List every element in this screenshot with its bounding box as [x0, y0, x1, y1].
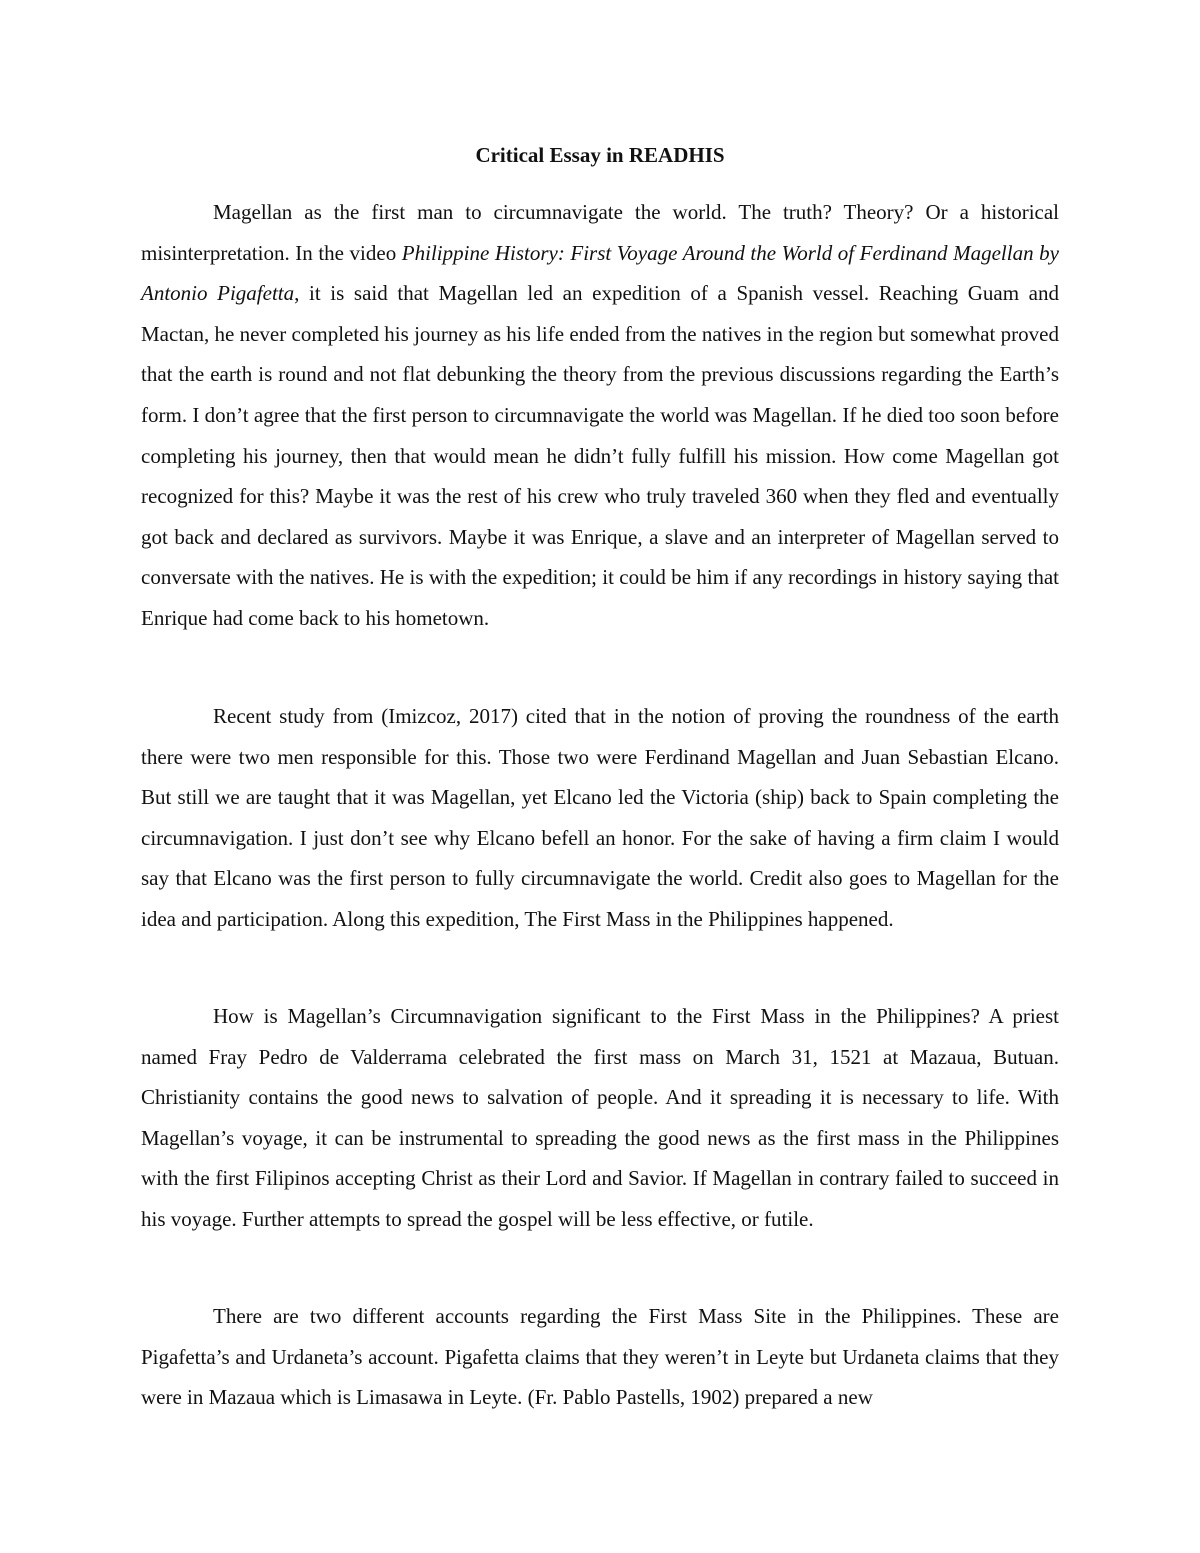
- video-title-italic: Philippine History: First Voyage Around the World of Ferdinand Magellan by Antonio Pigafetta: [141, 240, 1059, 306]
- paragraph-4: There are two different accounts regarding the First Mass Site in the Philippines. These are Pigafetta’s and Urdaneta’s account. Pigafetta claims that they weren’t in Leyte but Urdaneta claims that they were in Mazaua which is Limasawa in Leyte. (Fr. Pablo Pastells, 1902) prepared a new: [141, 1304, 1059, 1410]
- paragraph-1-text-before: Magellan as the first man to circumnavigate the world. The truth? Theory? Or a historical misinterpretation. In the video: [141, 200, 1059, 265]
- paragraph-2: Recent study from (Imizcoz, 2017) cited that in the notion of proving the roundness of the earth there were two men responsible for this. Those two were Ferdinand Magellan and Juan Sebastian Elcano. But still we are taught that it was Magellan, yet Elcano led the Victoria (ship) back to Spain completing the circumnavigation. I just don’t see why Elcano befell an honor. For the sake of having a firm claim I would say that Elcano was the first person to fully circumnavigate the world. Credit also goes to Magellan for the idea and participation. Along this expedition, The First Mass in the Philippines happened.: [141, 704, 1059, 931]
- paragraph-3: How is Magellan’s Circumnavigation significant to the First Mass in the Philippines? A priest named Fray Pedro de Valderrama celebrated the first mass on March 31, 1521 at Mazaua, Butuan. Christianity contains the good news to salvation of people. And it spreading it is necessary to life. With Magellan’s voyage, it can be instrumental to spreading the good news as the first mass in the Philippines with the first Filipinos accepting Christ as their Lord and Savior. If Magellan in contrary failed to succeed in his voyage. Further attempts to spread the gospel will be less effective, or futile.: [141, 1004, 1059, 1231]
- paragraph-1-text-after: , it is said that Magellan led an expedition of a Spanish vessel. Reaching Guam and Mactan, he never completed his journey as his life ended from the natives in the region but somewhat proved that the earth is round and not flat debunking the theory from the previous discussions regarding the Earth’s form. I don’t agree that the first person to circumnavigate the world was Magellan. If he died too soon before completing his journey, then that would mean he didn’t fully fulfill his mission. How come Magellan got recognized for this? Maybe it was the rest of his crew who truly traveled 360 when they fled and eventually got back and declared as survivors. Maybe it was Enrique, a slave and an interpreter of Magellan served to conversate with the natives. He is with the expedition; it could be him if any recordings in history saying that Enrique had come back to his hometown.: [141, 281, 1059, 630]
- essay-title: Critical Essay in READHIS: [475, 143, 725, 167]
- paragraph-1: [141, 192, 1059, 639]
